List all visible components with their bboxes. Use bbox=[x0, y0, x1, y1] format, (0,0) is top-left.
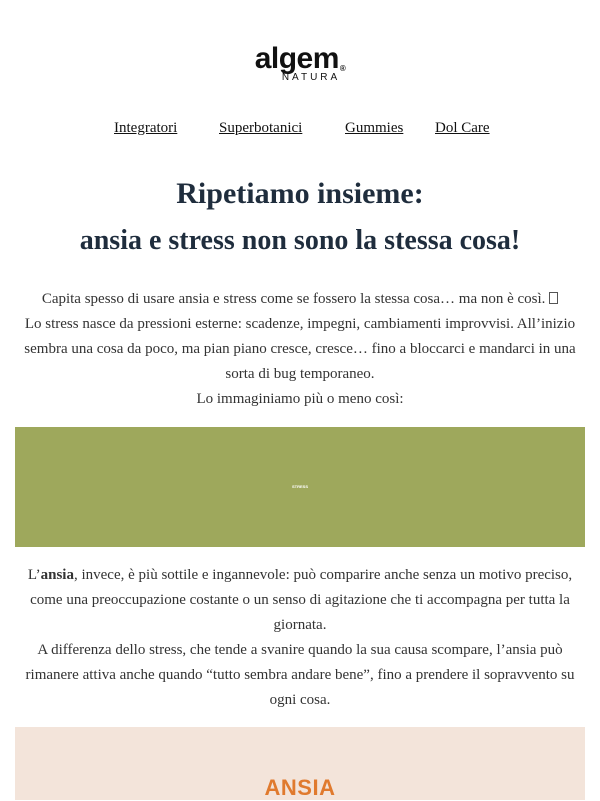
ansia-illustration bbox=[15, 727, 585, 800]
nav-link-gummies[interactable]: Gummies bbox=[345, 120, 404, 136]
stress-label: STRESS bbox=[291, 484, 308, 489]
ansia-line-2: come una preoccupazione costante o un senso di agitazione che ti accompagna per tutta la bbox=[30, 592, 570, 608]
intro-paragraph bbox=[15, 287, 585, 412]
brand-logo[interactable] bbox=[0, 44, 600, 83]
nav-link-integratori[interactable]: Integratori bbox=[114, 120, 178, 136]
ansia-line-3: giornata. bbox=[273, 617, 327, 633]
headline-line-1: Ripetiamo insieme: bbox=[176, 177, 424, 210]
ansia-line-1-start: L’ bbox=[27, 567, 41, 583]
intro-line-5: Lo immaginiamo più o meno così: bbox=[196, 391, 404, 407]
brand-wordmark bbox=[255, 44, 346, 74]
nav-link-superbotanici[interactable]: Superbotanici bbox=[219, 120, 303, 136]
ansia-keyword: ansia bbox=[40, 567, 74, 583]
intro-line-2: Lo stress nasce da pressioni esterne: scadenze, impegni, cambiamenti improvvisi. All’inizio bbox=[24, 316, 576, 332]
intro-line-4: sorta di bug temporaneo. bbox=[225, 366, 375, 382]
brand-name: algem bbox=[254, 42, 339, 75]
ansia-paragraph bbox=[15, 563, 585, 713]
headline-line-2: ansia e stress non sono la stessa cosa! bbox=[79, 225, 521, 256]
main-nav bbox=[0, 120, 600, 140]
intro-line-3: sembra una cosa da poco, ma pian piano cresce, cresce… fino a bloccarci e mandarci in una bbox=[24, 341, 576, 357]
ansia-line-1-rest: , invece, è più sottile e ingannevole: può comparire anche senza un motivo preciso, bbox=[73, 567, 573, 583]
intro-line-1 bbox=[15, 287, 585, 312]
ansia-line-5: rimanere attiva anche quando “tutto sembra andare bene”, fino a prendere il sopravvento su bbox=[25, 667, 575, 683]
nav-link-dol-care[interactable]: Dol Care bbox=[435, 120, 490, 136]
brand-subtitle: NATURA bbox=[281, 72, 341, 83]
intro-line-1-text: Capita spesso di usare ansia e stress come se fossero la stessa cosa… ma non è così. bbox=[41, 291, 550, 307]
ansia-line-6: ogni cosa. bbox=[269, 692, 331, 708]
ansia-line-4: A differenza dello stress, che tende a svanire quando la sua causa scompare, l’ansia può bbox=[37, 642, 563, 658]
ansia-line-1 bbox=[15, 563, 585, 588]
ansia-label: ANSIA bbox=[264, 775, 336, 800]
stress-illustration bbox=[15, 427, 585, 547]
registered-mark: ® bbox=[339, 64, 346, 73]
emoji-icon bbox=[549, 292, 558, 304]
